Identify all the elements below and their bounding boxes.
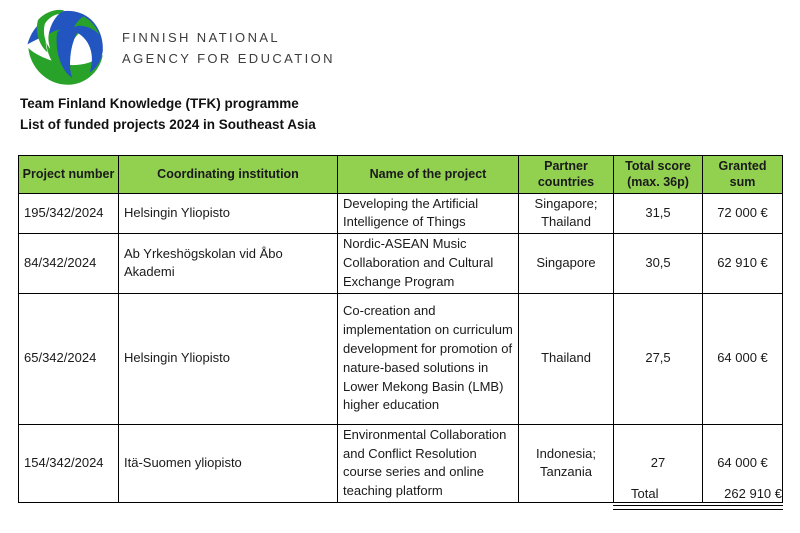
agency-logo-icon	[22, 6, 110, 90]
cell-project-name: Environmental Collaboration and Conflict Resolution course series and online teaching platform	[338, 424, 519, 502]
col-header-project-number: Project number	[19, 156, 119, 194]
cell-project-number: 84/342/2024	[19, 234, 119, 294]
cell-total-score: 31,5	[614, 193, 703, 234]
list-subtitle: List of funded projects 2024 in Southeast Asia	[20, 117, 316, 132]
cell-granted-sum: 62 910 €	[703, 234, 783, 294]
col-header-partner-countries: Partner countries	[519, 156, 614, 194]
cell-institution: Ab Yrkeshögskolan vid Åbo Akademi	[119, 234, 338, 294]
cell-project-number: 154/342/2024	[19, 424, 119, 502]
agency-logo-svg	[22, 6, 110, 90]
cell-total-score: 27	[614, 424, 703, 502]
cell-partner-countries: Indonesia; Tanzania	[519, 424, 614, 502]
cell-project-name: Developing the Artificial Intelligence of Things	[338, 193, 519, 234]
cell-total-score: 30,5	[614, 234, 703, 294]
cell-project-number: 65/342/2024	[19, 293, 119, 424]
total-sum: 262 910 €	[724, 486, 782, 501]
agency-wordmark-line1: FINNISH NATIONAL	[122, 30, 281, 45]
agency-wordmark-line2: AGENCY FOR EDUCATION	[122, 51, 335, 66]
table-row	[19, 293, 783, 424]
funded-projects-table	[18, 155, 783, 503]
table-header-row	[19, 156, 783, 194]
cell-partner-countries: Singapore; Thailand	[519, 193, 614, 234]
cell-partner-countries: Singapore	[519, 234, 614, 294]
cell-project-number: 195/342/2024	[19, 193, 119, 234]
total-label: Total	[631, 486, 659, 501]
cell-granted-sum: 72 000 €	[703, 193, 783, 234]
cell-granted-sum: 64 000 €	[703, 424, 783, 502]
col-header-project-name: Name of the project	[338, 156, 519, 194]
col-header-total-score: Total score (max. 36p)	[614, 156, 703, 194]
cell-institution: Helsingin Yliopisto	[119, 193, 338, 234]
total-row	[631, 486, 782, 501]
cell-total-score: 27,5	[614, 293, 703, 424]
cell-project-name: Co-creation and implementation on curriculum development for promotion of nature-based solutions in Lower Mekong Basin (LMB) higher education	[338, 293, 519, 424]
col-header-institution: Coordinating institution	[119, 156, 338, 194]
cell-institution: Helsingin Yliopisto	[119, 293, 338, 424]
cell-project-name: Nordic-ASEAN Music Collaboration and Cultural Exchange Program	[338, 234, 519, 294]
total-double-rule	[613, 505, 783, 510]
cell-partner-countries: Thailand	[519, 293, 614, 424]
col-header-granted-sum: Granted sum	[703, 156, 783, 194]
cell-granted-sum: 64 000 €	[703, 293, 783, 424]
agency-wordmark	[122, 27, 335, 69]
cell-institution: Itä-Suomen yliopisto	[119, 424, 338, 502]
table-row	[19, 234, 783, 294]
document-titles	[20, 93, 316, 135]
programme-title: Team Finland Knowledge (TFK) programme	[20, 96, 299, 111]
table-row	[19, 193, 783, 234]
